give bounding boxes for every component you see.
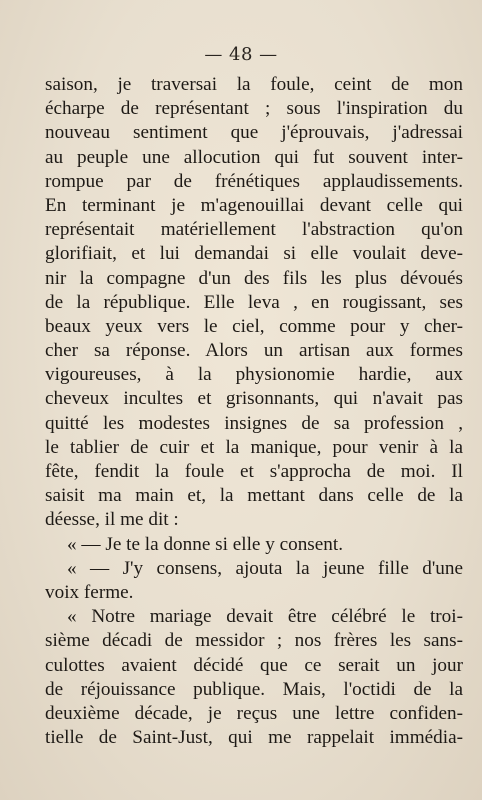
text-line: le tablier de cuir et la manique, pour venir à la xyxy=(45,436,463,458)
text-line: « Notre mariage devait être célébré le troi- xyxy=(67,606,463,628)
text-line: cheveux incultes et grisonnants, qui n'avait pas xyxy=(45,388,463,410)
body-text xyxy=(45,73,463,750)
text-line: écharpe de représentant ; sous l'inspiration du xyxy=(45,98,463,120)
text-line: deuxième décade, je reçus une lettre confiden- xyxy=(45,702,463,724)
text-line: saison, je traversai la foule, ceint de mon xyxy=(45,74,463,95)
text-line: « — Je te la donne si elle y consent. xyxy=(67,533,344,555)
text-line: saisit ma main et, la mettant dans celle de la xyxy=(45,485,463,507)
text-line: fête, fendit la foule et s'approcha de moi. Il xyxy=(45,461,463,482)
text-line: déesse, il me dit : xyxy=(45,509,179,531)
text-line: cher sa réponse. Alors un artisan aux formes xyxy=(45,340,463,362)
text-line: culottes avaient décidé que ce serait un jour xyxy=(45,654,463,676)
text-line: de réjouissance publique. Mais, l'octidi de la xyxy=(45,678,463,700)
text-line: vigoureuses, à la physionomie hardie, aux xyxy=(45,364,463,386)
text-line: sième décadi de messidor ; nos frères les sans- xyxy=(45,630,463,652)
text-line: « — J'y consens, ajouta la jeune fille d'une xyxy=(67,557,463,579)
text-line: nouveau sentiment que j'éprouvais, j'adressai xyxy=(45,122,463,144)
text-line: tielle de Saint-Just, qui me rappelait immédia- xyxy=(45,727,463,749)
text-line: beaux yeux vers le ciel, comme pour y cher- xyxy=(45,315,463,337)
text-line: voix ferme. xyxy=(45,581,134,603)
text-line: glorifiait, et lui demandai si elle voulait deve- xyxy=(45,243,463,265)
text-line: En terminant je m'agenouillai devant celle qui xyxy=(45,194,463,216)
text-line: rompue par de frénétiques applaudissements. xyxy=(45,170,463,192)
page-number: — 48 — xyxy=(204,44,278,65)
text-line: représentait matériellement l'abstraction qu'on xyxy=(45,219,463,241)
text-line: de la république. Elle leva , en rougissant, ses xyxy=(45,291,463,313)
text-line: nir la compagne d'un des fils les plus dévoués xyxy=(45,267,463,289)
text-line: quitté les modestes insignes de sa profession , xyxy=(45,412,463,434)
text-line: au peuple une allocution qui fut souvent inter- xyxy=(45,146,463,168)
